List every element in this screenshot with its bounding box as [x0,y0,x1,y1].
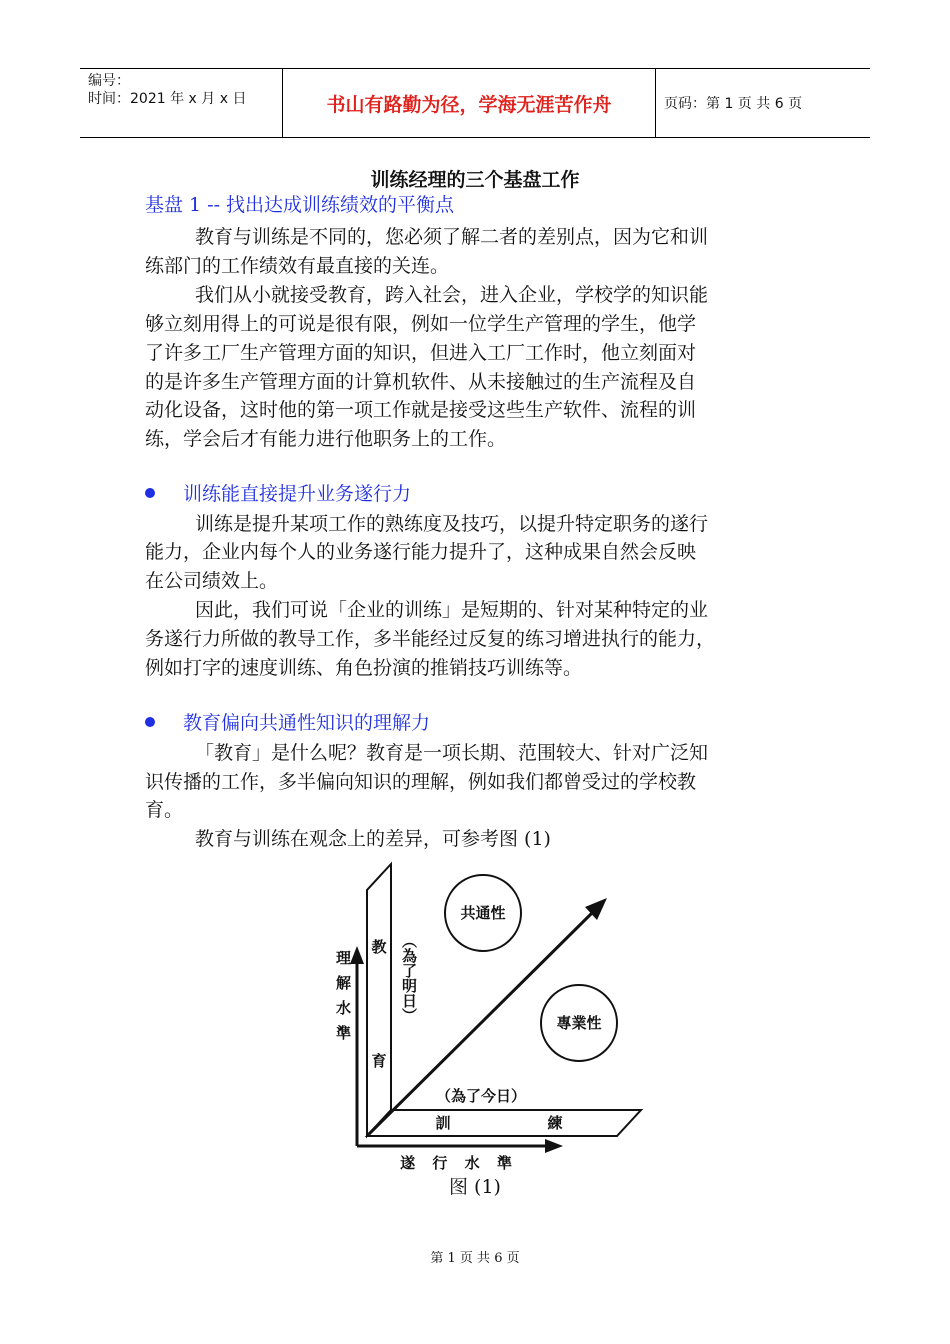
circle-label-common: 共通性 [460,904,506,922]
paragraph-line: 教育与训练是不同的，您必须了解二者的差别点，因为它和训 [195,226,709,248]
paragraph-line: 我们从小就接受教育，跨入社会，进入企业，学校学的知识能 [195,284,709,306]
paragraph-line: 识传播的工作，多半偏向知识的理解，例如我们都曾受过的学校教 [145,771,697,793]
paragraph-line: 训练是提升某项工作的熟练度及技巧，以提升特定职务的遂行 [195,513,709,535]
paragraph-line: 练，学会后才有能力进行他职务上的工作。 [145,428,507,450]
page-footer: 第 1 页 共 6 页 [430,1251,520,1266]
bullet-heading: 教育偏向共通性知识的理解力 [183,712,431,734]
paragraph-line: 动化设备，这时他的第一项工作就是接受这些生产软件、流程的训 [145,399,697,421]
bullet-dot [145,717,155,727]
bar-label-train-right: 練 [547,1114,563,1132]
paragraph-line: 了许多工厂生产管理方面的知识，但进入工厂工作时，他立刻面对 [145,342,697,364]
bar-label-train-left: 訓 [435,1114,451,1132]
bullet-heading: 训练能直接提升业务遂行力 [183,483,412,505]
bullet-dot [145,488,155,498]
y-axis-label: 理解水準 [334,950,352,1050]
paragraph-line: 能力，企业内每个人的业务遂行能力提升了，这种成果自然会反映 [145,541,697,563]
paragraph-line: 务遂行力所做的教导工作，多半能经过反复的练习增进执行的能力， [145,628,716,650]
paragraph-line: 够立刻用得上的可说是很有限，例如一位学生产管理的学生，他学 [145,313,697,335]
circle-label-specialty: 專業性 [556,1014,602,1032]
section-heading: 基盘 1 -- 找出达成训练绩效的平衡点 [145,194,455,216]
paragraph-line: 教育与训练在观念上的差异，可参考图 (1) [195,828,551,850]
header-page-info: 页码：第 1 页 共 6 页 [664,96,803,112]
paragraph-line: 「教育」是什么呢？教育是一项长期、范围较大、针对广泛知 [195,742,709,764]
x-axis-label: 遂 行 水 準 [400,1154,518,1172]
horizontal-note: （為了今日） [435,1087,527,1105]
bar-label-edu-top: 教 [371,938,387,956]
header-table [80,68,870,138]
bar-label-edu-bottom: 育 [371,1052,387,1070]
education-training-figure [305,860,645,1175]
date-label: 时间：2021 年 x 月 x 日 [88,91,247,107]
paragraph-line: 例如打字的速度训练、角色扮演的推销技巧训练等。 [145,657,583,679]
paragraph-line: 因此，我们可说「企业的训练」是短期的、针对某种特定的业 [195,599,709,621]
header-left-cell [80,69,290,140]
header-motto: 书山有路勤为径，学海无涯苦作舟 [282,69,656,137]
vertical-note: （為了明日） [400,933,418,1023]
figure-svg [305,860,645,1175]
paragraph-line: 练部门的工作绩效有最直接的关连。 [145,255,450,277]
paragraph-line: 育。 [145,799,184,821]
figure-caption: 图 (1) [449,1176,501,1198]
paragraph-line: 的是许多生产管理方面的计算机软件、从未接触过的生产流程及自 [145,371,697,393]
number-label: 编号： [88,73,130,89]
paragraph-line: 在公司绩效上。 [145,570,279,592]
document-title: 训练经理的三个基盘工作 [370,169,580,191]
